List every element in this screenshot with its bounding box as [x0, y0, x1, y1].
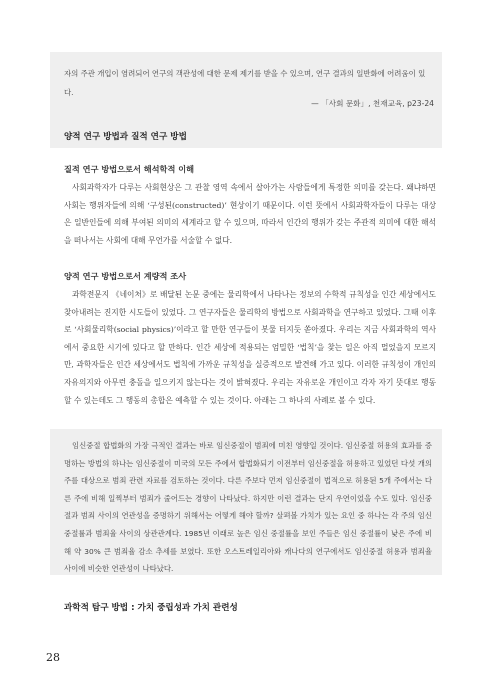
paragraph-qualitative: 사회과학자가 다루는 사회현상은 그 관찰 영역 속에서 살아가는 사람들에게 특정한 의미를 갖는다. 왜냐하면 사회는 행위자들에 의해 ‘구성된(constructed)’ 현상이기 때문이다. 이런 뜻에서 사회과학자들이 다루는 대상은 일반인들에 의해 부여된 의미의 세계라고 할 수 있으며, 따라서 인간의 행위가 갖는 주관적 의미에 대한 해석을 떠나서는 사회에 대해 무언가를 서술할 수 없다. [64, 183, 436, 245]
subheading-quantitative: 양적 연구 방법으로서 계량적 조사 [64, 271, 187, 281]
section-heading-research-methods: 양적 연구 방법과 질적 연구 방법 [64, 132, 187, 142]
paragraph-quantitative: 과학전문지 《네이처》로 배달된 논문 중에는 물리학에서 나타나는 정보의 수학적 규칙성을 인간 세상에서도 찾아내려는 진지한 시도들이 있었다. 그 연구자들은 물리학의 방법으로 사회과학을 연구하고 있었다. 그때 이후로 ‘사회물리학(social physics)’이라고 할 만한 연구들이 봇물 터지듯 쏟아졌다. 우리는 지금 사회과학의 역사에서 중요한 시기에 있다고 할 만하다. 인간 세상에 적용되는 엄밀한 ‘법칙’을 찾는 일은 아직 멀었을지 모르지만, 과학자들은 인간 세상에서도 법칙에 가까운 규칙성을 실증적으로 발견해 가고 있다. 이러한 규칙성이 개인의 자유의지와 아무런 충돌을 일으키지 않는다는 것이 밝혀졌다. 우리는 자유로운 개인이고 각자 자기 뜻대로 행동할 수 있는데도 그 행동의 총합은 예측할 수 있는 것이다. 아래는 그 하나의 사례로 볼 수 있다. [64, 290, 436, 405]
quote-source: — 「사회 문화」, 천재교육, p23-24 [311, 99, 434, 108]
page-number: 28 [46, 651, 60, 664]
subheading-qualitative: 질적 연구 방법으로서 해석학적 이해 [64, 164, 195, 174]
quote-text: 자의 주관 개입이 염려되어 연구의 객관성에 대한 문제 제기를 받을 수 있으며, 연구 결과의 일반화에 어려움이 있다. [64, 69, 426, 97]
section-heading-value-neutrality: 과학적 탐구 방법 : 가치 중립성과 가치 관련성 [64, 603, 238, 613]
case-study-text: 임신중절 합법화의 가장 극적인 결과는 바로 임신중절이 범죄에 미친 영향일 것이다. 임신중절 허용의 효과를 증명하는 방법의 하나는 임신중절이 미국의 모든 주에서 합법화되기 이전부터 임신중절을 허용하고 있었던 다섯 개의 주를 대상으로 범죄 관련 자료를 검토하는 것이다. 다른 주보다 먼저 임신중절이 법적으로 허용된 5개 주에서는 다른 주에 비해 일찍부터 범죄가 줄어드는 경향이 나타났다. 하지만 이런 결과는 단지 우연이었을 수도 있다. 임신중절과 범죄 사이의 연관성을 증명하기 위해서는 어떻게 해야 할까? 살펴볼 가치가 있는 요인 중 하나는 각 주의 임신 중절률과 범죄율 사이의 상관관계다. 1985년 이래로 높은 임신 중절률을 보인 주들은 임신 중절률이 낮은 주에 비해 약 30% 큰 범죄율 감소 추세를 보였다. 또한 오스트레일리아와 캐나다의 연구에서도 임신중절 허용과 범죄율 사이에 비슷한 연관성이 나타났다. [64, 441, 432, 574]
